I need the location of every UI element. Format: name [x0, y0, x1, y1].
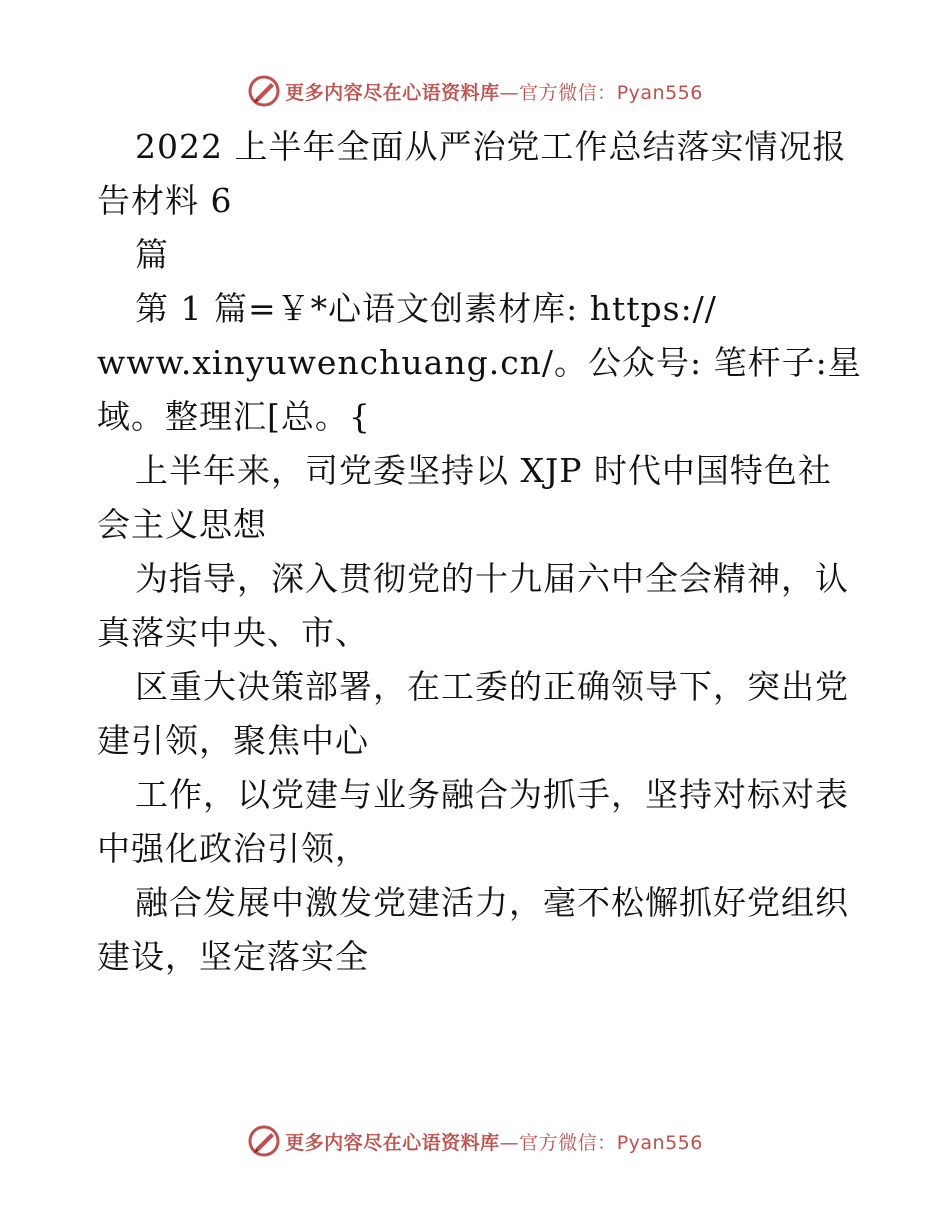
paragraph-line: 建设，坚定落实全 — [97, 937, 369, 976]
paragraph-line: 工作，以党建与业务融合为抓手，坚持对标对表 — [135, 775, 849, 814]
banner-wechat-id: Pyan556 — [616, 81, 703, 104]
source-line-2: www.xinyuwenchuang.cn/。公众号: 笔杆子:星 — [97, 343, 862, 382]
paragraph-line: 上半年来，司党委坚持以 XJP 时代中国特色社 — [135, 451, 832, 490]
banner-main-text: 更多内容尽在心语资料库 — [285, 81, 500, 104]
source-line-1: 第 1 篇=￥*心语文创素材库: https:// — [135, 289, 717, 328]
banner-official-label: 官方微信： — [519, 81, 617, 104]
banner-dash: — — [499, 81, 520, 104]
paragraph-line: 为指导，深入贯彻党的十九届六中全会精神，认 — [135, 559, 849, 598]
source-line-3: 域。整理汇[总。{ — [97, 397, 371, 436]
title-line-3: 篇 — [135, 235, 169, 274]
paragraph-line: 真落实中央、市、 — [97, 613, 369, 652]
paragraph-line: 建引领，聚焦中心 — [97, 721, 369, 760]
banner-official-label: 官方微信： — [519, 1131, 617, 1154]
document-body — [97, 120, 862, 984]
banner-wechat-id: Pyan556 — [616, 1131, 703, 1154]
banner-dash: — — [499, 1131, 520, 1154]
title-line-2: 告材料 6 — [97, 181, 233, 220]
banner-main-text: 更多内容尽在心语资料库 — [285, 1131, 500, 1154]
paragraph-line: 区重大决策部署，在工委的正确领导下，突出党 — [135, 667, 849, 706]
banner-text — [285, 78, 703, 105]
footer-banner — [0, 1121, 950, 1161]
paragraph-line: 融合发展中激发党建活力，毫不松懈抓好党组织 — [135, 883, 849, 922]
title-line-1: 2022 上半年全面从严治党工作总结落实情况报 — [135, 127, 847, 166]
pen-logo-icon — [247, 1124, 281, 1158]
header-banner — [0, 71, 950, 111]
pen-logo-icon — [247, 74, 281, 108]
banner-text — [285, 1128, 703, 1155]
paragraph-line: 会主义思想 — [97, 505, 267, 544]
paragraph-line: 中强化政治引领， — [97, 829, 369, 868]
